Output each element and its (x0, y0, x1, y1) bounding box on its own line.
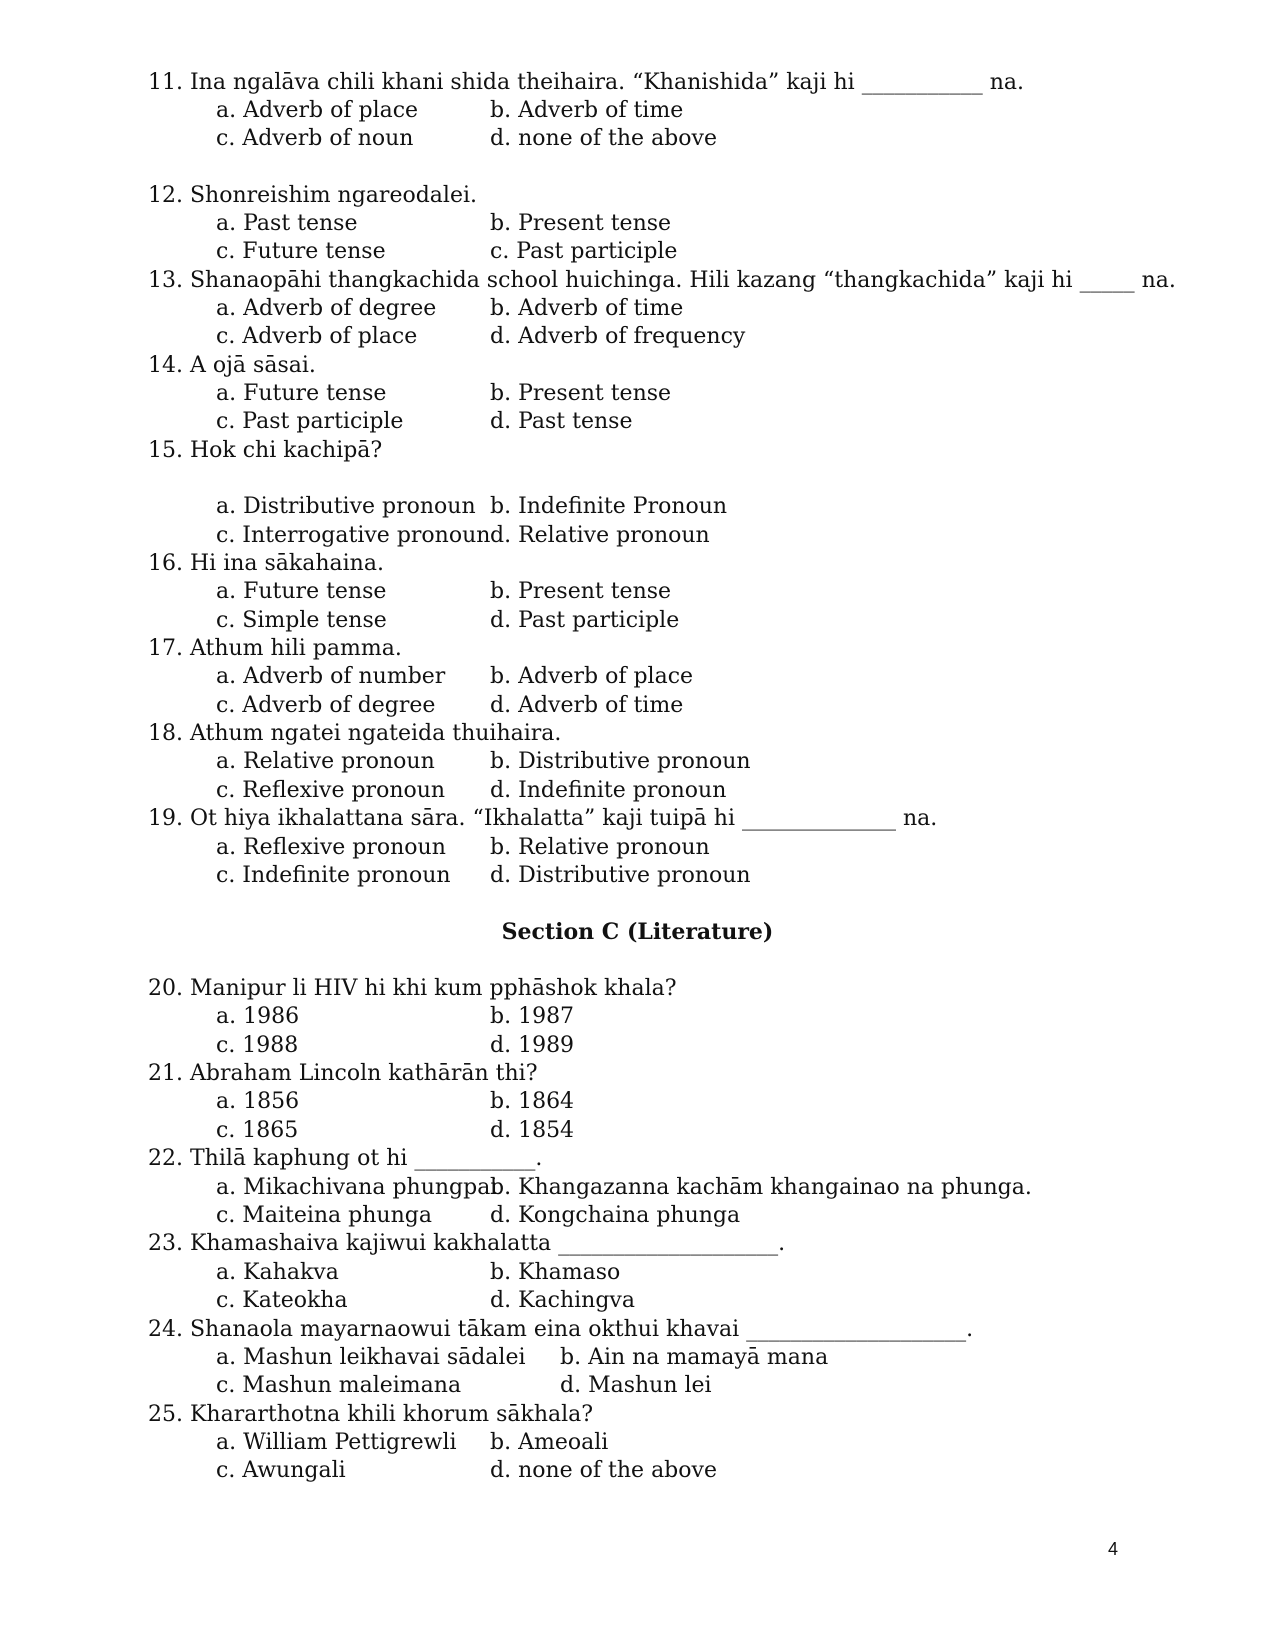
question-15-stem: 15. Hok chi kachipā? (148, 438, 383, 463)
q18-option-a: a. Relative pronoun (216, 749, 435, 774)
q23-option-b: b. Khamaso (490, 1260, 621, 1285)
q24-option-a: a. Mashun leikhavai sādalei (216, 1345, 526, 1370)
q21-option-a: a. 1856 (216, 1089, 300, 1114)
q18-option-d: d. Indefinite pronoun (490, 778, 727, 803)
q15-option-a: a. Distributive pronoun (216, 494, 476, 519)
q24-option-b: b. Ain na mamayā mana (560, 1345, 829, 1370)
q21-option-c: c. 1865 (216, 1118, 299, 1143)
q12-option-b: b. Present tense (490, 211, 672, 236)
question-24-stem: 24. Shanaola mayarnaowui tākam eina okthui khavai ____________________. (148, 1317, 974, 1342)
q19-option-b: b. Relative pronoun (490, 835, 710, 860)
q23-option-d: d. Kachingva (490, 1288, 635, 1313)
question-17-stem: 17. Athum hili pamma. (148, 636, 402, 661)
q12-option-c: c. Future tense (216, 239, 386, 264)
q11-option-c: c. Adverb of noun (216, 126, 414, 151)
q14-option-c: c. Past participle (216, 409, 404, 434)
q17-option-d: d. Adverb of time (490, 693, 684, 718)
question-20-stem: 20. Manipur li HIV hi khi kum pphāshok khala? (148, 976, 677, 1001)
q12-option-d: c. Past participle (490, 239, 678, 264)
q11-option-d: d. none of the above (490, 126, 717, 151)
q16-option-b: b. Present tense (490, 579, 672, 604)
page-number: 4 (1108, 1539, 1119, 1559)
q14-option-a: a. Future tense (216, 381, 387, 406)
q20-option-d: d. 1989 (490, 1033, 575, 1058)
question-23-stem: 23. Khamashaiva kajiwui kakhalatta ____________________. (148, 1231, 786, 1256)
q18-option-b: b. Distributive pronoun (490, 749, 751, 774)
q25-option-c: c. Awungali (216, 1458, 346, 1483)
question-18-stem: 18. Athum ngatei ngateida thuihaira. (148, 721, 562, 746)
q15-option-c: c. Interrogative pronoun (216, 523, 491, 548)
question-21-stem: 21. Abraham Lincoln kathārān thi? (148, 1061, 538, 1086)
q24-option-c: c. Mashun maleimana (216, 1373, 462, 1398)
question-14-stem: 14. A ojā sāsai. (148, 353, 316, 378)
q16-option-d: d. Past participle (490, 608, 680, 633)
q19-option-c: c. Indefinite pronoun (216, 863, 451, 888)
q23-option-c: c. Kateokha (216, 1288, 348, 1313)
q11-option-b: b. Adverb of time (490, 98, 684, 123)
q22-option-b: b. Khangazanna kachām khangainao na phunga. (490, 1175, 1032, 1200)
q18-option-c: c. Reflexive pronoun (216, 778, 446, 803)
q24-option-d: d. Mashun lei (560, 1373, 712, 1398)
q20-option-b: b. 1987 (490, 1004, 575, 1029)
q16-option-a: a. Future tense (216, 579, 387, 604)
q17-option-a: a. Adverb of number (216, 664, 446, 689)
q19-option-d: d. Distributive pronoun (490, 863, 751, 888)
question-19-stem: 19. Ot hiya ikhalattana sāra. “Ikhalatta” kaji tuipā hi ______________ na. (148, 806, 938, 831)
q25-option-a: a. William Pettigrewli (216, 1430, 457, 1455)
section-c-heading: Section C (Literature) (501, 919, 774, 945)
q14-option-b: b. Present tense (490, 381, 672, 406)
q11-option-a: a. Adverb of place (216, 98, 419, 123)
q20-option-c: c. 1988 (216, 1033, 299, 1058)
q13-option-b: b. Adverb of time (490, 296, 684, 321)
q22-option-d: d. Kongchaina phunga (490, 1203, 741, 1228)
question-13-stem: 13. Shanaopāhi thangkachida school huichinga. Hili kazang “thangkachida” kaji hi _____ na. (148, 268, 1176, 293)
q25-option-d: d. none of the above (490, 1458, 717, 1483)
q14-option-d: d. Past tense (490, 409, 633, 434)
q23-option-a: a. Kahakva (216, 1260, 339, 1285)
question-12-stem: 12. Shonreishim ngareodalei. (148, 183, 477, 208)
q22-option-a: a. Mikachivana phungpai (216, 1175, 498, 1200)
q17-option-c: c. Adverb of degree (216, 693, 436, 718)
q15-option-b: b. Indefinite Pronoun (490, 494, 728, 519)
question-11-stem: 11. Ina ngalāva chili khani shida theihaira. “Khanishida” kaji hi ___________ na. (148, 70, 1024, 95)
q19-option-a: a. Reflexive pronoun (216, 835, 446, 860)
q13-option-a: a. Adverb of degree (216, 296, 437, 321)
question-25-stem: 25. Khararthotna khili khorum sākhala? (148, 1402, 594, 1427)
q13-option-c: c. Adverb of place (216, 324, 418, 349)
q16-option-c: c. Simple tense (216, 608, 387, 633)
q22-option-c: c. Maiteina phunga (216, 1203, 432, 1228)
q21-option-d: d. 1854 (490, 1118, 575, 1143)
q25-option-b: b. Ameoali (490, 1430, 609, 1455)
q13-option-d: d. Adverb of frequency (490, 324, 746, 349)
q21-option-b: b. 1864 (490, 1089, 575, 1114)
question-16-stem: 16. Hi ina sākahaina. (148, 551, 384, 576)
question-22-stem: 22. Thilā kaphung ot hi ___________. (148, 1146, 543, 1171)
q20-option-a: a. 1986 (216, 1004, 300, 1029)
q17-option-b: b. Adverb of place (490, 664, 694, 689)
q12-option-a: a. Past tense (216, 211, 358, 236)
q15-option-d: d. Relative pronoun (490, 523, 710, 548)
